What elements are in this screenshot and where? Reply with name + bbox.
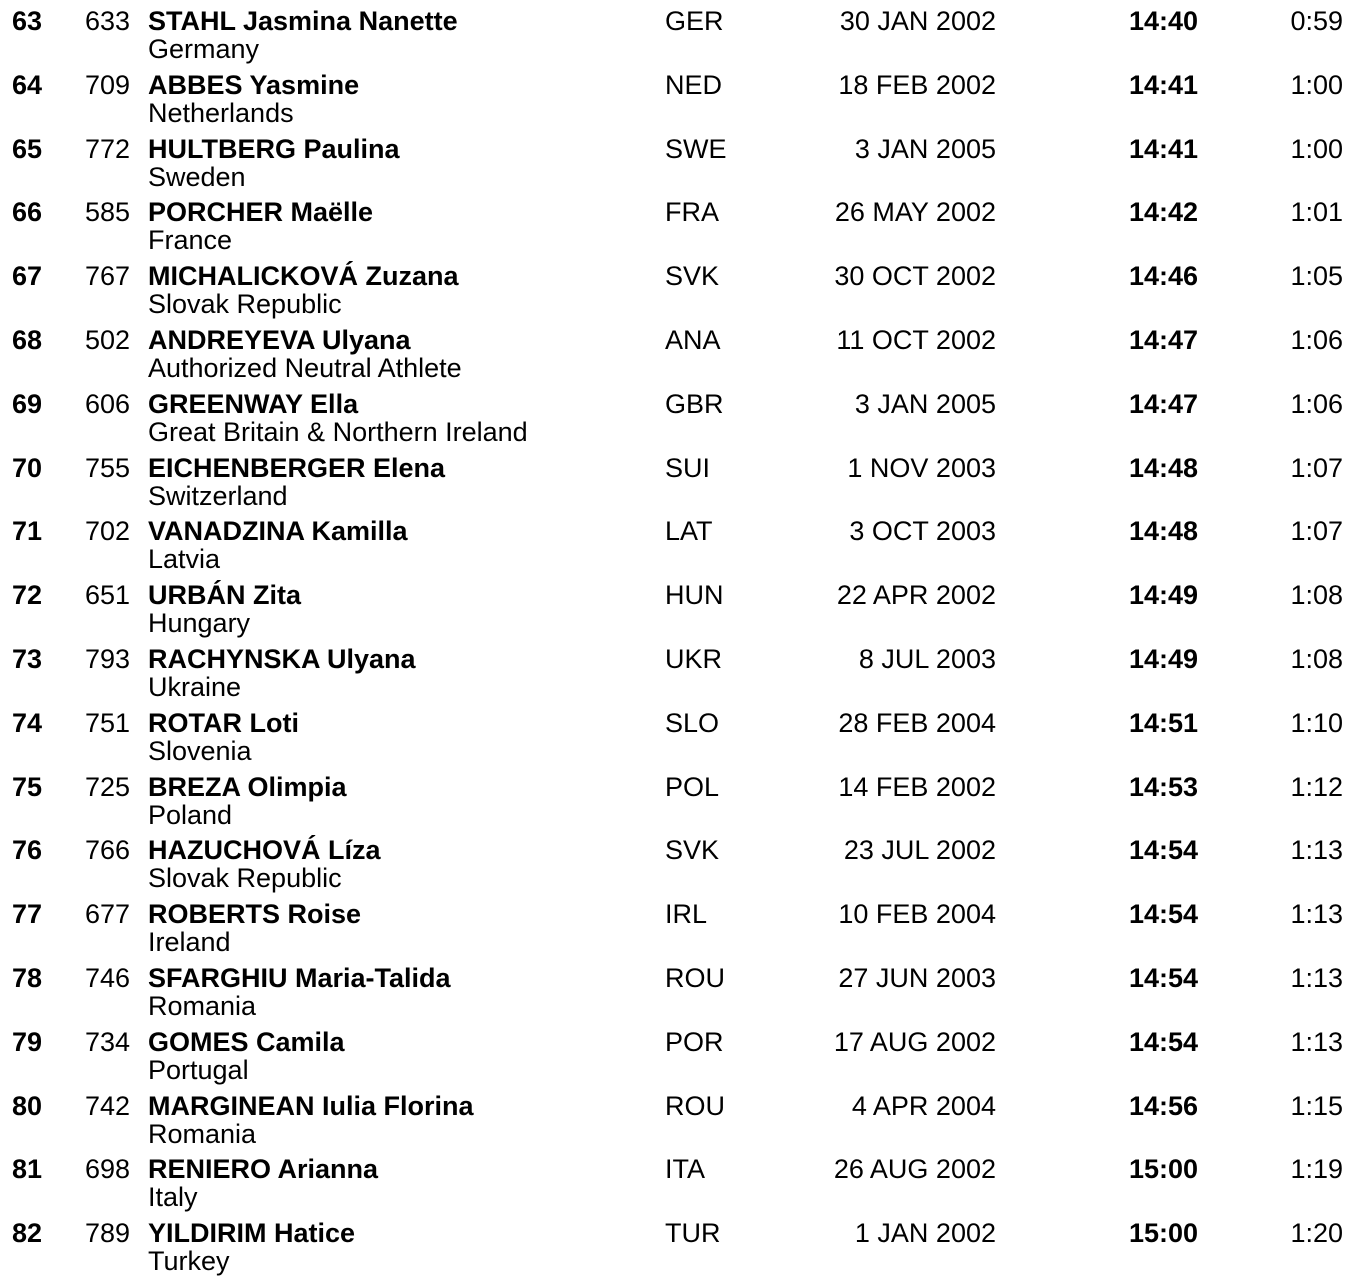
- rank: 66: [12, 197, 43, 228]
- time-gap: 1:07: [1290, 516, 1343, 547]
- bib-number: 502: [84, 324, 130, 355]
- nationality-code: ANA: [665, 324, 721, 355]
- finish-time: 14:54: [1128, 962, 1198, 993]
- nationality-code: GER: [665, 6, 724, 36]
- athlete-name: GREENWAY Ella: [148, 388, 359, 419]
- date-of-birth: 14 FEB 2002: [838, 771, 996, 802]
- rank: 63: [12, 6, 43, 36]
- result-row: [0, 383, 1362, 447]
- athlete-country: Romania: [148, 1118, 257, 1149]
- bib-number: 709: [84, 69, 130, 100]
- athlete-name: RACHYNSKA Ulyana: [148, 643, 416, 674]
- athlete-country: Ukraine: [148, 671, 242, 702]
- nationality-code: FRA: [665, 197, 719, 228]
- bib-number: 633: [84, 6, 130, 36]
- athlete-country: Netherlands: [148, 97, 294, 128]
- date-of-birth: 10 FEB 2004: [838, 899, 996, 930]
- nationality-code: NED: [665, 69, 723, 100]
- finish-time: 14:53: [1128, 771, 1198, 802]
- bib-number: 751: [84, 707, 130, 738]
- finish-time: 14:49: [1128, 643, 1198, 674]
- nationality-code: ROU: [665, 962, 725, 993]
- rank: 71: [12, 516, 43, 547]
- result-row: [0, 957, 1362, 1021]
- date-of-birth: 4 APR 2004: [851, 1090, 996, 1121]
- rank: 72: [12, 580, 43, 611]
- finish-time: 15:00: [1128, 1154, 1198, 1185]
- bib-number: 734: [84, 1026, 130, 1057]
- nationality-code: GBR: [665, 388, 724, 419]
- bib-number: 793: [84, 643, 130, 674]
- bib-number: 742: [84, 1090, 130, 1121]
- result-row: [0, 64, 1362, 128]
- finish-time: 14:41: [1128, 69, 1198, 100]
- athlete-name: ABBES Yasmine: [148, 69, 360, 100]
- athlete-country: Slovak Republic: [148, 863, 342, 894]
- bib-number: 677: [84, 899, 130, 930]
- rank: 74: [12, 707, 43, 738]
- date-of-birth: 3 JAN 2005: [854, 388, 996, 419]
- time-gap: 1:08: [1290, 580, 1343, 611]
- rank: 77: [12, 899, 43, 930]
- finish-time: 15:00: [1128, 1218, 1198, 1249]
- time-gap: 1:20: [1290, 1218, 1343, 1249]
- result-row: [0, 128, 1362, 192]
- result-row: [0, 829, 1362, 893]
- athlete-country: Poland: [148, 799, 233, 830]
- bib-number: 651: [84, 580, 130, 611]
- athlete-name: URBÁN Zita: [148, 580, 301, 611]
- finish-time: 14:47: [1128, 388, 1198, 419]
- athlete-name: HAZUCHOVÁ Líza: [148, 835, 381, 866]
- bib-number: 766: [84, 835, 130, 866]
- rank: 80: [12, 1090, 43, 1121]
- nationality-code: SVK: [665, 261, 720, 292]
- rank: 82: [12, 1218, 43, 1249]
- nationality-code: UKR: [665, 643, 723, 674]
- time-gap: 1:13: [1290, 1026, 1343, 1057]
- nationality-code: SLO: [665, 707, 720, 738]
- rank: 70: [12, 452, 43, 483]
- bib-number: 585: [84, 197, 130, 228]
- athlete-country: Sweden: [148, 161, 246, 192]
- rank: 78: [12, 962, 43, 993]
- finish-time: 14:56: [1128, 1090, 1198, 1121]
- athlete-name: ROBERTS Roise: [148, 899, 362, 930]
- athlete-country: Slovak Republic: [148, 289, 342, 320]
- finish-time: 14:49: [1128, 580, 1198, 611]
- rank: 76: [12, 835, 43, 866]
- time-gap: 1:07: [1290, 452, 1343, 483]
- athlete-name: MICHALICKOVÁ Zuzana: [148, 261, 459, 292]
- finish-time: 14:42: [1128, 197, 1198, 228]
- result-row: [0, 510, 1362, 574]
- athlete-name: RENIERO Arianna: [148, 1154, 379, 1185]
- date-of-birth: 28 FEB 2004: [838, 707, 996, 738]
- athlete-country: Germany: [148, 34, 260, 64]
- athlete-country: Hungary: [148, 608, 251, 639]
- bib-number: 702: [84, 516, 130, 547]
- nationality-code: ROU: [665, 1090, 725, 1121]
- athlete-country: Latvia: [148, 544, 221, 575]
- date-of-birth: 30 OCT 2002: [834, 261, 996, 292]
- date-of-birth: 26 AUG 2002: [833, 1154, 996, 1185]
- rank: 81: [12, 1154, 43, 1185]
- result-row: [0, 447, 1362, 511]
- bib-number: 698: [84, 1154, 130, 1185]
- finish-time: 14:40: [1128, 6, 1198, 36]
- nationality-code: POR: [665, 1026, 724, 1057]
- date-of-birth: 1 NOV 2003: [847, 452, 996, 483]
- result-row: [0, 1085, 1362, 1149]
- athlete-country: Switzerland: [148, 480, 288, 511]
- time-gap: 1:13: [1290, 835, 1343, 866]
- bib-number: 772: [84, 133, 130, 164]
- bib-number: 767: [84, 261, 130, 292]
- result-row: [0, 191, 1362, 255]
- date-of-birth: 3 OCT 2003: [849, 516, 996, 547]
- finish-time: 14:46: [1128, 261, 1198, 292]
- finish-time: 14:41: [1128, 133, 1198, 164]
- rank: 67: [12, 261, 43, 292]
- date-of-birth: 22 APR 2002: [836, 580, 996, 611]
- athlete-name: GOMES Camila: [148, 1026, 345, 1057]
- nationality-code: SUI: [665, 452, 711, 483]
- rank: 68: [12, 324, 43, 355]
- bib-number: 725: [84, 771, 130, 802]
- rank: 64: [12, 69, 43, 100]
- nationality-code: HUN: [665, 580, 724, 611]
- athlete-country: Turkey: [148, 1246, 230, 1277]
- result-row: [0, 766, 1362, 830]
- bib-number: 606: [84, 388, 130, 419]
- athlete-country: Authorized Neutral Athlete: [148, 352, 462, 383]
- time-gap: 1:19: [1290, 1154, 1343, 1185]
- time-gap: 1:12: [1290, 771, 1343, 802]
- rank: 65: [12, 133, 43, 164]
- result-row: [0, 319, 1362, 383]
- finish-time: 14:54: [1128, 835, 1198, 866]
- result-row: [0, 1148, 1362, 1212]
- date-of-birth: 26 MAY 2002: [834, 197, 996, 228]
- time-gap: 1:06: [1290, 324, 1343, 355]
- finish-time: 14:47: [1128, 324, 1198, 355]
- result-row: [0, 1021, 1362, 1085]
- result-row: [0, 702, 1362, 766]
- athlete-country: Romania: [148, 990, 257, 1021]
- result-row: [0, 574, 1362, 638]
- time-gap: 1:15: [1290, 1090, 1343, 1121]
- finish-time: 14:54: [1128, 1026, 1198, 1057]
- time-gap: 1:13: [1290, 899, 1343, 930]
- nationality-code: SWE: [665, 133, 727, 164]
- athlete-name: ANDREYEVA Ulyana: [148, 324, 411, 355]
- date-of-birth: 3 JAN 2005: [854, 133, 996, 164]
- finish-time: 14:51: [1128, 707, 1198, 738]
- result-row: [0, 0, 1362, 64]
- date-of-birth: 18 FEB 2002: [838, 69, 996, 100]
- date-of-birth: 27 JUN 2003: [838, 962, 996, 993]
- rank: 79: [12, 1026, 43, 1057]
- athlete-country: Ireland: [148, 927, 231, 958]
- athlete-name: HULTBERG Paulina: [148, 133, 400, 164]
- finish-time: 14:48: [1128, 516, 1198, 547]
- finish-time: 14:48: [1128, 452, 1198, 483]
- rank: 69: [12, 388, 43, 419]
- athlete-country: France: [148, 225, 233, 256]
- result-row: [0, 1212, 1362, 1276]
- athlete-name: PORCHER Maëlle: [148, 197, 374, 228]
- nationality-code: SVK: [665, 835, 720, 866]
- rank: 73: [12, 643, 43, 674]
- time-gap: 1:01: [1290, 197, 1343, 228]
- nationality-code: TUR: [665, 1218, 721, 1249]
- finish-time: 14:54: [1128, 899, 1198, 930]
- time-gap: 1:06: [1290, 388, 1343, 419]
- bib-number: 755: [84, 452, 130, 483]
- bib-number: 789: [84, 1218, 130, 1249]
- time-gap: 1:00: [1290, 133, 1343, 164]
- athlete-name: VANADZINA Kamilla: [148, 516, 408, 547]
- athlete-country: Portugal: [148, 1054, 249, 1085]
- athlete-name: SFARGHIU Maria-Talida: [148, 962, 451, 993]
- result-row: [0, 255, 1362, 319]
- time-gap: 1:10: [1290, 707, 1343, 738]
- bib-number: 746: [84, 962, 130, 993]
- rank: 75: [12, 771, 43, 802]
- nationality-code: LAT: [665, 516, 713, 547]
- athlete-name: EICHENBERGER Elena: [148, 452, 446, 483]
- athlete-name: YILDIRIM Hatice: [148, 1218, 356, 1249]
- date-of-birth: 8 JUL 2003: [858, 643, 996, 674]
- athlete-name: MARGINEAN Iulia Florina: [148, 1090, 474, 1121]
- result-row: [0, 638, 1362, 702]
- nationality-code: IRL: [665, 899, 708, 930]
- time-gap: 1:08: [1290, 643, 1343, 674]
- athlete-name: BREZA Olimpia: [148, 771, 347, 802]
- result-row: [0, 893, 1362, 957]
- athlete-name: ROTAR Loti: [148, 707, 299, 738]
- athlete-country: Great Britain & Northern Ireland: [148, 416, 528, 447]
- date-of-birth: 1 JAN 2002: [854, 1218, 996, 1249]
- time-gap: 1:00: [1290, 69, 1343, 100]
- nationality-code: POL: [665, 771, 720, 802]
- nationality-code: ITA: [665, 1154, 705, 1185]
- date-of-birth: 11 OCT 2002: [836, 324, 996, 355]
- date-of-birth: 23 JUL 2002: [843, 835, 996, 866]
- date-of-birth: 30 JAN 2002: [839, 6, 996, 36]
- athlete-country: Slovenia: [148, 735, 252, 766]
- time-gap: 1:05: [1290, 261, 1343, 292]
- date-of-birth: 17 AUG 2002: [833, 1026, 996, 1057]
- athlete-name: STAHL Jasmina Nanette: [148, 6, 458, 36]
- time-gap: 0:59: [1290, 6, 1343, 36]
- athlete-country: Italy: [148, 1182, 198, 1213]
- time-gap: 1:13: [1290, 962, 1343, 993]
